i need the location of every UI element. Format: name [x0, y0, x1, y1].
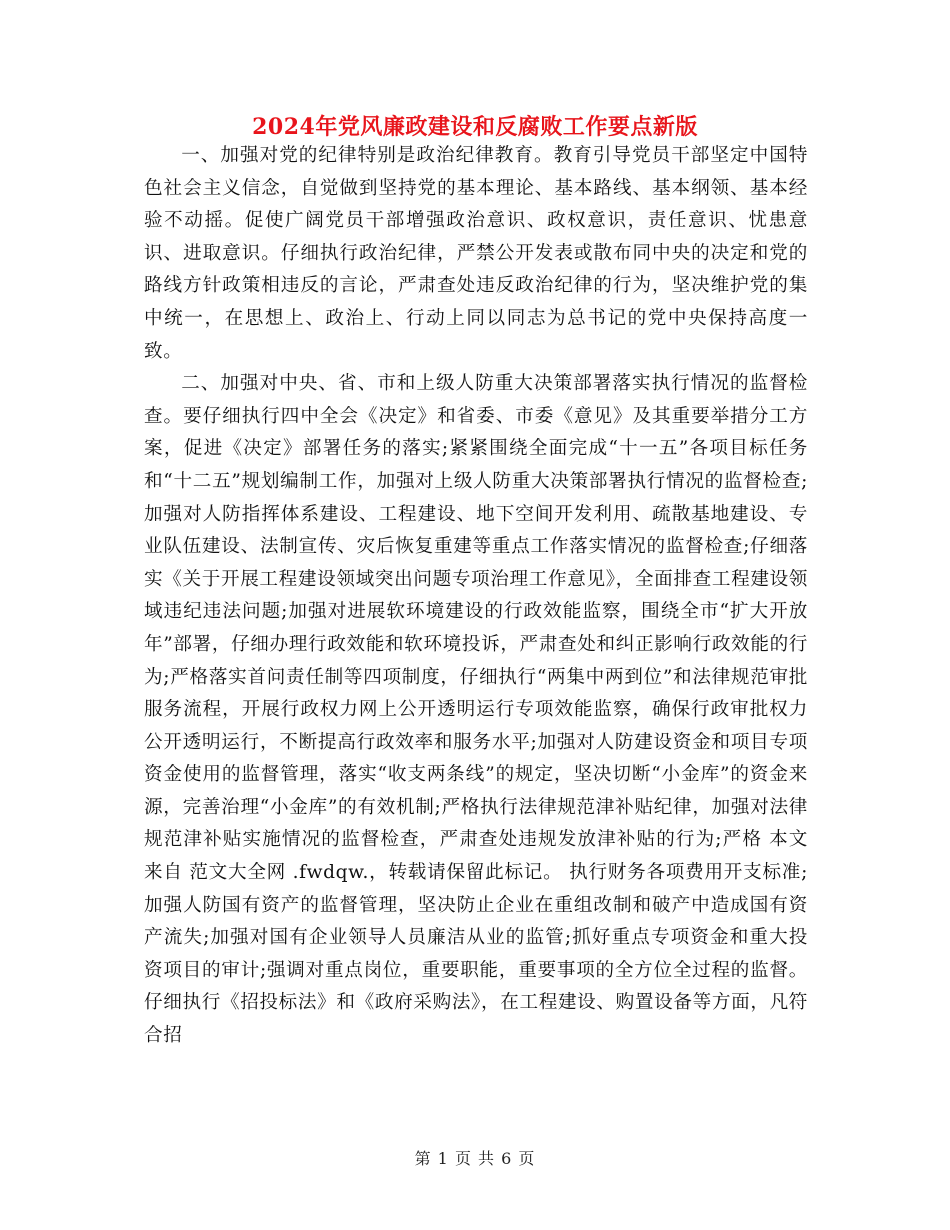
page-footer	[0, 1146, 950, 1169]
document-body	[144, 140, 808, 1053]
paragraph-2: 二、加强对中央、省、市和上级人防重大决策部署落实执行情况的监督检查。要仔细执行四中全会《决定》和省委、市委《意见》及其重要举措分工方案，促进《决定》部署任务的落实;紧紧围绕全面完成“十一五”各项目标任务和“十二五”规划编制工作，加强对上级人防重大决策部署执行情况的监督检查;加强对人防指挥体系建设、工程建设、地下空间开发利用、疏散基地建设、专业队伍建设、法制宣传、灾后恢复重建等重点工作落实情况的监督检查;仔细落实《关于开展工程建设领域突出问题专项治理工作意见》，全面排查工程建设领域违纪违法问题;加强对进展软环境建设的行政效能监察，围绕全市“扩大开放年”部署，仔细办理行政效能和软环境投诉，严肃查处和纠正影响行政效能的行为;严格落实首问责任制等四项制度，仔细执行“两集中两到位”和法律规范审批服务流程，开展行政权力网上公开透明运行专项效能监察，确保行政审批权力公开透明运行，不断提高行政效率和服务水平;加强对人防建设资金和项目专项资金使用的监督管理，落实“收支两条线”的规定，坚决切断“小金库”的资金来源，完善治理“小金库”的有效机制;严格执行法律规范津补贴纪律，加强对法律规范津补贴实施情况的监督检查，严肃查处违规发放津补贴的行为;严格 本文来自 范文大全网 .fwdqw.，转载请保留此标记。 执行财务各项费用开支标准;加强人防国有资产的监督管理，坚决防止企业在重组改制和破产中造成国有资产流失;加强对国有企业领导人员廉洁从业的监管;抓好重点专项资金和重大投资项目的审计;强调对重点岗位，重要职能，重要事项的全方位全过程的监督。仔细执行《招投标法》和《政府采购法》，在工程建设、购置设备等方面，凡符合招	[144, 373, 808, 1047]
page-number-label: 第 1 页 共 6 页	[414, 1149, 536, 1168]
paragraph-1: 一、加强对党的纪律特别是政治纪律教育。教育引导党员干部坚定中国特色社会主义信念，自觉做到坚持党的基本理论、基本路线、基本纲领、基本经验不动摇。促使广阔党员干部增强政治意识、政权意识，责任意识、忧患意识、进取意识。仔细执行政治纪律，严禁公开发表或散布同中央的决定和党的路线方针政策相违反的言论，严肃查处违反政治纪律的行为，坚决维护党的集中统一，在思想上、政治上、行动上同以同志为总书记的党中央保持高度一致。	[144, 145, 808, 362]
document-title: 2024年党风廉政建设和反腐败工作要点新版	[252, 114, 698, 140]
